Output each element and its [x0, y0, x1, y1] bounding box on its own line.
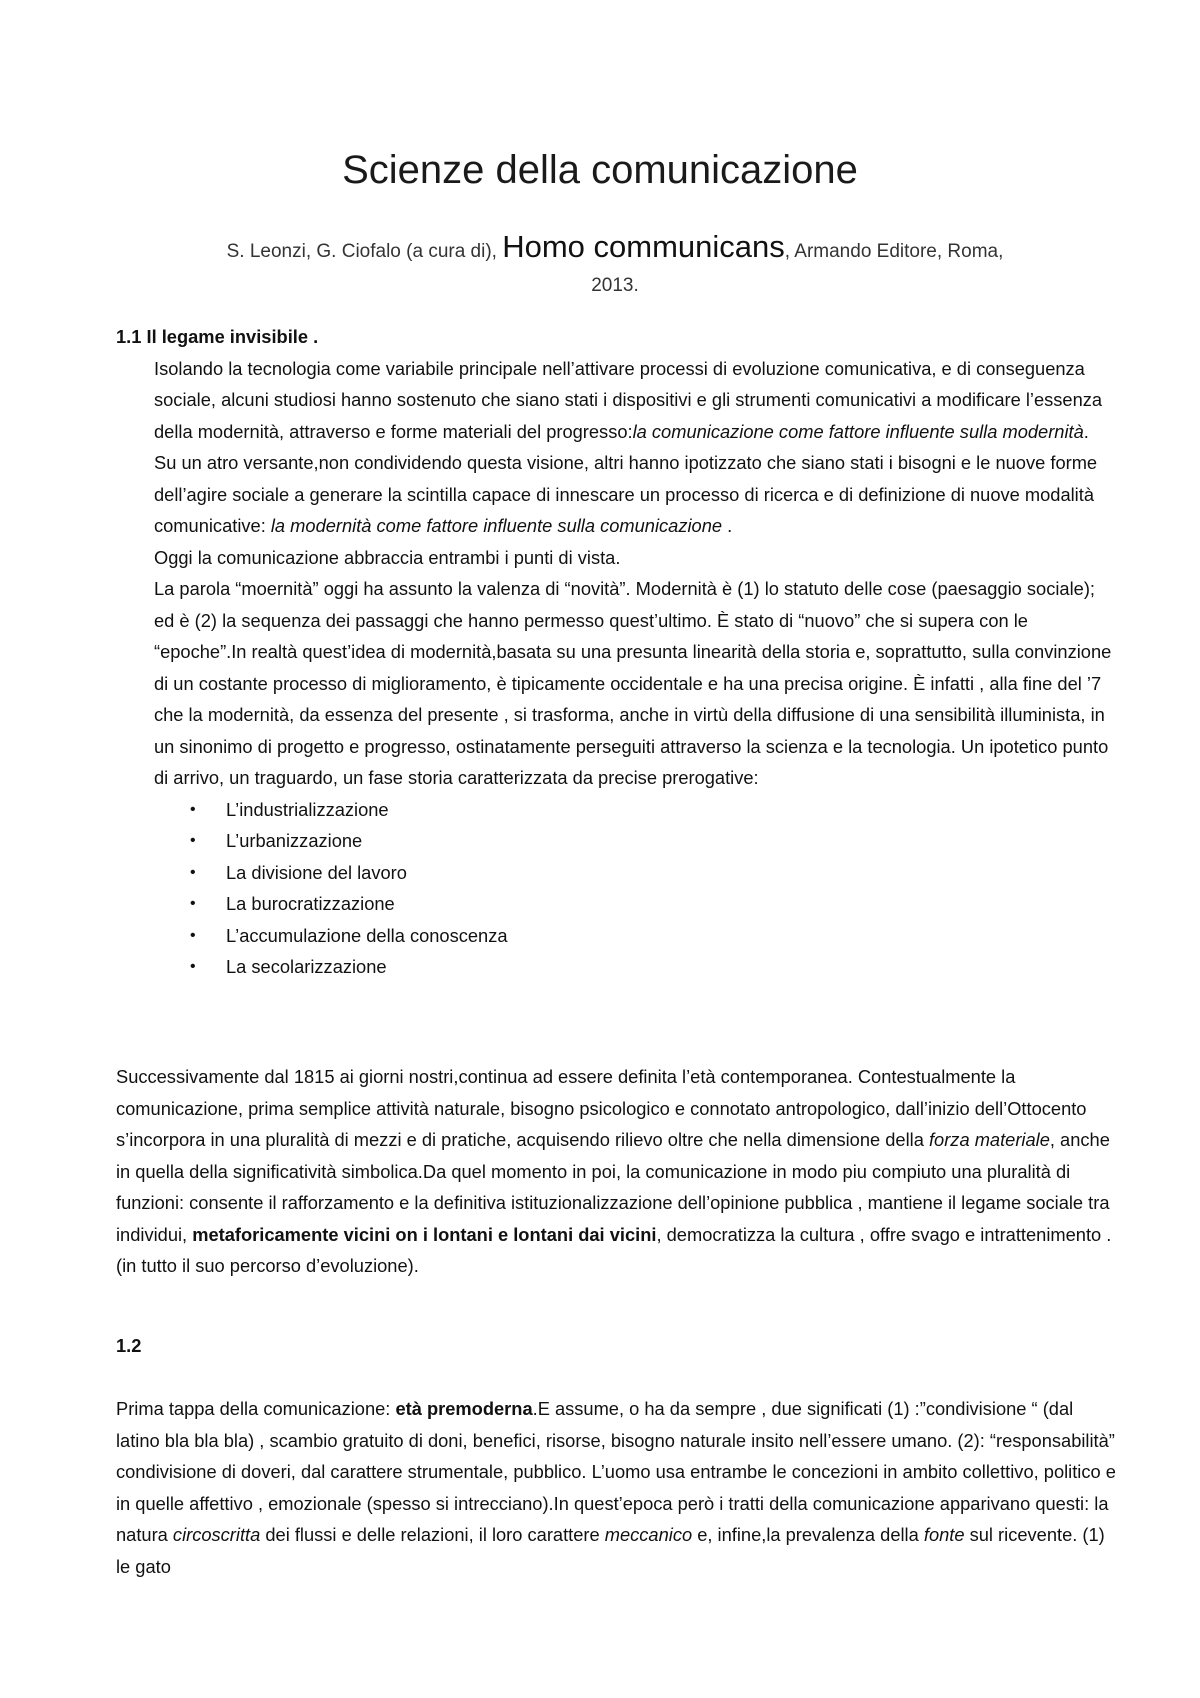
list-item-text: La divisione del lavoro [226, 861, 407, 883]
list-item [190, 920, 1116, 952]
section-1-1-continued [116, 1061, 1116, 1282]
paragraph-text: Su un atro versante,non condividendo questa visione, altri hanno ipotizzato che siano stati i bisogni e le nuove forme dell’agire sociale a generare la scintilla capace di innescare un processo di ricerca e di definizione di nuove modalità comunicative: [154, 452, 1098, 536]
list-item [190, 951, 1116, 983]
section-heading: 1.2 [116, 1335, 142, 1356]
bullet-icon: • [190, 926, 196, 944]
document-title: Scienze della comunicazione [342, 148, 858, 192]
paragraph-text: Prima tappa della comunicazione: [116, 1398, 396, 1419]
section-1-2 [116, 1330, 1116, 1362]
list-item-text: La burocratizzazione [226, 893, 395, 914]
paragraph-text: .E assume, o ha da sempre , due significati (1) :”condivisione “ (dal latino bla bla bla) , scambio gratuito di doni, benefici, risorse, bisogno naturale insito nell’essere umano. (2): “responsabilità” condivisione di doveri, dal carattere strumentale, pubblico. L’uomo usa entrambe le concezioni in ambito collettivo, politico e in quelle affettivo , emozionale (spesso si intrecciano).In quest’epoca però i tratti della comunicazione apparivano questi: la natura [116, 1398, 1116, 1545]
italic-phrase: circoscritta [172, 1524, 261, 1545]
italic-phrase: la modernità come fattore influente sulla comunicazione [270, 515, 723, 536]
paragraph-text: . [722, 515, 733, 536]
list-item-text: L’accumulazione della conoscenza [226, 924, 508, 946]
paragraph-text: , anche in quella della significatività simbolica.Da quel momento in poi, la comunicazione in modo piu compiuto una pluralità di funzioni: consente il rafforzamento e la definitiva istituzionalizzazione dell’opinione pubblica , mantiene il legame sociale tra individui, [116, 1129, 1110, 1245]
paragraph [116, 353, 1116, 448]
paragraph [116, 1061, 1116, 1282]
bold-phrase: metaforicamente vicini on i lontani e lontani dai vicini [192, 1223, 657, 1245]
bullet-icon: • [190, 863, 196, 881]
citation-book-title: Homo communicans [502, 229, 785, 264]
bullet-icon: • [190, 800, 196, 818]
bullet-icon: • [190, 958, 196, 975]
italic-phrase: forza materiale [928, 1129, 1050, 1150]
paragraph [116, 1393, 1116, 1582]
paragraph-text: Successivamente dal 1815 ai giorni nostri,continua ad essere definita l’età contemporanea. Contestualmente la comunicazione, prima semplice attività naturale, bisogno psicologico e connotato antropologico, dall’inizio dell’Ottocento s’incorpora in una pluralità di mezzi e di pratiche, acquisendo rilievo oltre che nella dimensione della [116, 1066, 1087, 1150]
bullet-icon: • [190, 895, 196, 912]
list-item-text: La secolarizzazione [226, 956, 387, 977]
section-1-1 [116, 321, 1116, 983]
bold-phrase: età premoderna [395, 1398, 533, 1419]
paragraph-text: , democratizza la cultura , offre svago e intrattenimento . (in tutto il suo percorso d’evoluzione). [116, 1223, 1112, 1276]
italic-phrase: meccanico [604, 1524, 693, 1545]
citation-year: 2013. [591, 275, 639, 296]
paragraph-text: . [1083, 420, 1089, 442]
list-item [190, 794, 1116, 826]
list-item [190, 857, 1116, 889]
section-heading: 1.1 Il legame invisibile . [116, 326, 319, 347]
italic-phrase: fonte [923, 1524, 965, 1545]
section-1-2-body [116, 1393, 1116, 1582]
list-item-text: L’urbanizzazione [226, 830, 363, 851]
list-item [190, 888, 1116, 920]
citation-publisher: , Armando Editore, Roma, [784, 241, 1004, 262]
paragraph-text: dei flussi e delle relazioni, il loro carattere [260, 1524, 605, 1545]
book-citation [150, 230, 1080, 303]
bullet-list [116, 794, 1116, 983]
citation-authors: S. Leonzi, G. Ciofalo (a cura di), [226, 241, 497, 262]
paragraph-text: sul ricevente. (1) le gato [116, 1524, 1105, 1577]
bullet-icon: • [190, 832, 196, 849]
list-item-text: L’industrializzazione [226, 798, 389, 820]
italic-phrase: la comunicazione come fattore influente sulla modernità [632, 420, 1084, 442]
paragraph [116, 447, 1116, 542]
paragraph: La parola “moernità” oggi ha assunto la valenza di “novità”. Modernità è (1) lo statuto delle cose (paesaggio sociale); ed è (2) la sequenza dei passaggi che hanno permesso quest’ultimo. È stato di “nuovo” che si supera con le “epoche”.In realtà quest’idea di modernità,basata su una presunta linearità della storia e, soprattutto, sulla convinzione di un costante processo di miglioramento, è tipicamente occidentale e ha una precisa origine. È infatti , alla fine del ’7 che la modernità, da essenza del presente , si trasforma, anche in virtù della diffusione di una sensibilità illuminista, in un sinonimo di progetto e progresso, ostinatamente perseguiti attraverso la scienza e la tecnologia. Un ipotetico punto di arrivo, un traguardo, un fase storia caratterizzata da precise prerogative: [154, 578, 1112, 788]
list-item [190, 825, 1116, 857]
paragraph: Oggi la comunicazione abbraccia entrambi i punti di vista. [154, 546, 621, 568]
paragraph-text: e, infine,la prevalenza della [692, 1524, 924, 1545]
paragraph-text: Isolando la tecnologia come variabile principale nell’attivare processi di evoluzione comunicativa, e di conseguenza sociale, alcuni studiosi hanno sostenuto che siano stati i dispositivi e gli strumenti comunicativi a modificare l’essenza della modernità, attraverso e forme materiali del progresso: [154, 357, 1103, 442]
